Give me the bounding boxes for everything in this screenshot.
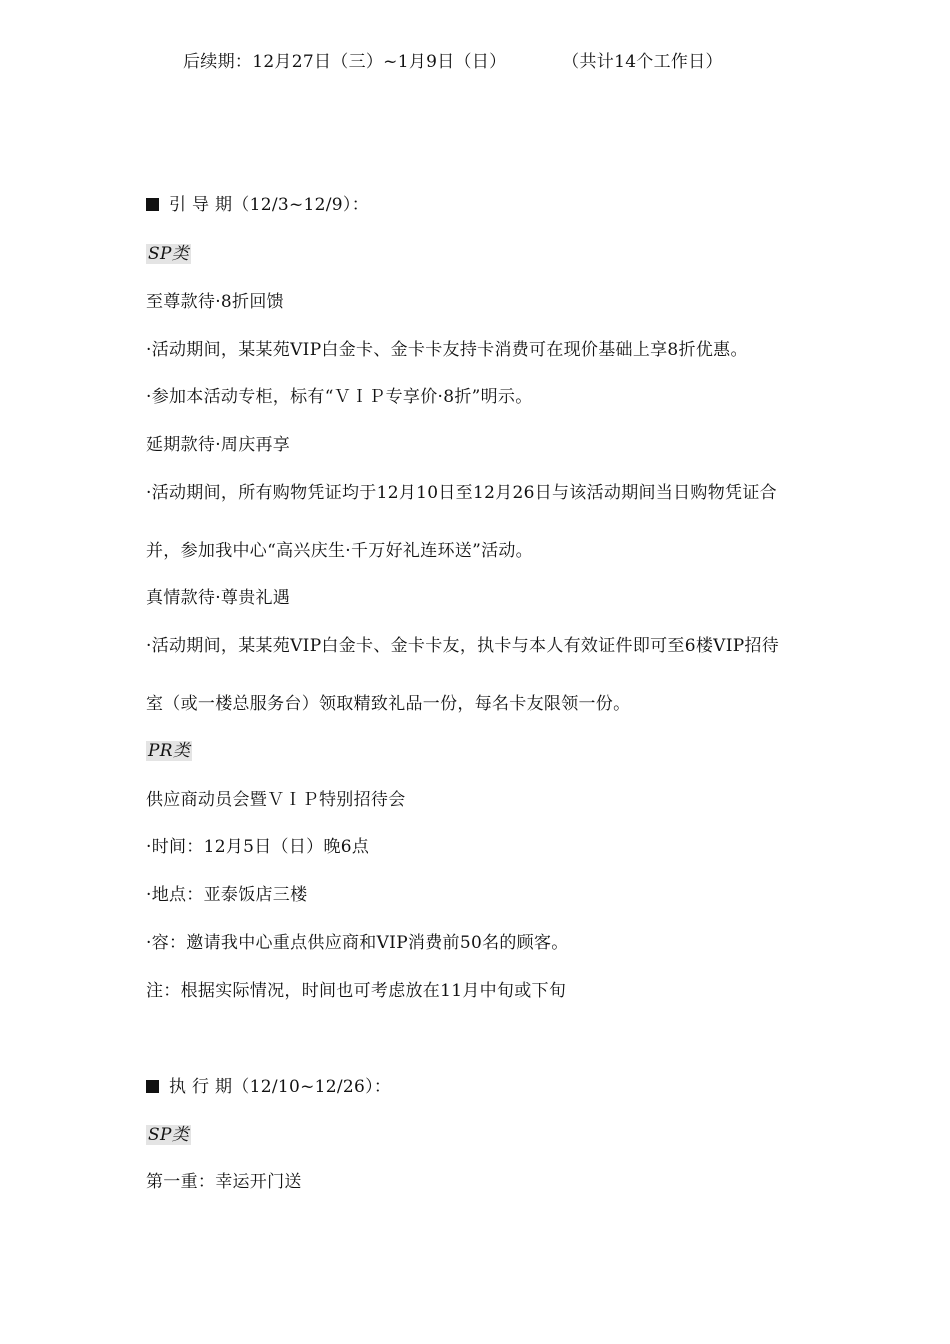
section-heading-guide bbox=[146, 194, 369, 216]
sp-tag bbox=[146, 1124, 191, 1146]
square-bullet-icon bbox=[146, 1080, 159, 1093]
followup-period bbox=[183, 51, 723, 73]
sp-tag bbox=[146, 243, 191, 265]
pr-tag-text: PR类 bbox=[148, 741, 191, 761]
followup-label: 后续期：12月27日（三）~1月9日（日） bbox=[183, 52, 507, 72]
bullet-text: ·活动期间，某某苑VIP白金卡、金卡卡友持卡消费可在现价基础上享8折优惠。 bbox=[146, 340, 748, 360]
bullet-text: ·参加本活动专柜，标有“ＶＩＰ专享价·8折”明示。 bbox=[146, 387, 533, 407]
heading-text: 引 导 期（12/3~12/9）： bbox=[169, 195, 370, 215]
note-text: 注：根据实际情况，时间也可考虑放在11月中旬或下旬 bbox=[146, 981, 567, 1001]
square-bullet-icon bbox=[146, 198, 159, 211]
bullet-text: ·活动期间，所有购物凭证均于12月10日至12月26日与该活动期间当日购物凭证合 bbox=[146, 483, 777, 503]
item-title: 第一重：幸运开门送 bbox=[146, 1172, 302, 1192]
bullet-text-continued: 并，参加我中心“高兴庆生·千万好礼连环送”活动。 bbox=[146, 541, 533, 561]
item-title: 延期款待·周庆再享 bbox=[146, 435, 291, 455]
bullet-text: ·地点：亚泰饭店三楼 bbox=[146, 885, 308, 905]
bullet-text: ·容：邀请我中心重点供应商和VIP消费前50名的顾客。 bbox=[146, 933, 569, 953]
item-title: 至尊款待·8折回馈 bbox=[146, 292, 284, 312]
bullet-text: ·时间：12月5日（日）晚6点 bbox=[146, 837, 370, 857]
item-title: 供应商动员会暨ＶＩＰ特别招待会 bbox=[146, 790, 406, 810]
sp-tag-text: SP类 bbox=[148, 244, 189, 264]
bullet-text-continued: 室（或一楼总服务台）领取精致礼品一份，每名卡友限领一份。 bbox=[146, 694, 631, 714]
heading-text: 执 行 期（12/10~12/26）： bbox=[169, 1077, 392, 1097]
item-title: 真情款待·尊贵礼遇 bbox=[146, 588, 291, 608]
followup-days: （共计14个工作日） bbox=[562, 52, 723, 72]
pr-tag bbox=[146, 740, 192, 762]
bullet-text: ·活动期间，某某苑VIP白金卡、金卡卡友，执卡与本人有效证件即可至6楼VIP招待 bbox=[146, 636, 780, 656]
sp-tag-text: SP类 bbox=[148, 1125, 189, 1145]
section-heading-exec bbox=[146, 1076, 391, 1098]
